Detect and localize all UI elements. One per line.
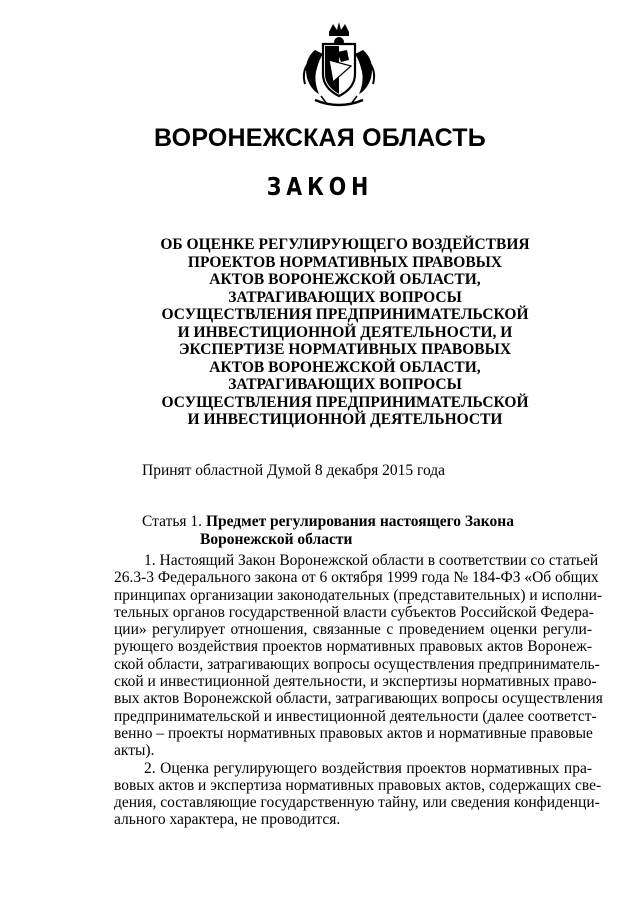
- article-heading-line2: Воронежской области: [200, 530, 353, 548]
- title-line: ПРОЕКТОВ НОРМАТИВНЫХ ПРАВОВЫХ: [187, 253, 503, 271]
- body-line: ской и инвестиционной деятельности, и экспертизы нормативных право-: [114, 673, 597, 691]
- body-line: 2. Оценка регулирующего воздействия проектов нормативных пра-: [144, 759, 592, 777]
- body-line: рующего воздействия проектов нормативных правовых актов Воронеж-: [114, 638, 592, 656]
- law-title: [150, 236, 540, 429]
- title-line: ЗАТРАГИВАЮЩИХ ВОПРОСЫ: [228, 288, 462, 306]
- article-heading-line1: Предмет регулирования настоящего Закона: [205, 513, 514, 530]
- title-line: АКТОВ ВОРОНЕЖСКОЙ ОБЛАСТИ,: [209, 358, 481, 376]
- region-name: ВОРОНЕЖСКАЯ ОБЛАСТЬ: [154, 124, 486, 152]
- title-line: АКТОВ ВОРОНЕЖСКОЙ ОБЛАСТИ,: [209, 271, 481, 288]
- title-line: ЗАТРАГИВАЮЩИХ ВОПРОСЫ: [228, 376, 462, 393]
- title-line: ОБ ОЦЕНКЕ РЕГУЛИРУЮЩЕГО ВОЗДЕЙСТВИЯ: [160, 236, 530, 253]
- article-body: [114, 552, 603, 829]
- body-line: 1. Настоящий Закон Воронежской области в соответствии со статьей: [144, 552, 599, 569]
- body-line: вовых актов и экспертиза нормативных правовых актов, содержащих све-: [114, 776, 602, 794]
- voronezh-coat-of-arms-icon: [293, 20, 385, 112]
- body-line: ции» регулирует отношения, связанные с проведением оценки регули-: [114, 621, 592, 639]
- article-number: Статья 1.: [142, 513, 203, 530]
- body-line: дения, составляющие государственную тайну, или сведения конфиденци-: [114, 794, 600, 812]
- title-line: ОСУЩЕСТВЛЕНИЯ ПРЕДПРИНИМАТЕЛЬСКОЙ: [161, 306, 529, 323]
- document-type: ЗАКОН: [266, 172, 374, 201]
- body-line: предпринимательской и инвестиционной деятельности (далее соответст-: [114, 707, 597, 725]
- title-line: ЭКСПЕРТИЗЕ НОРМАТИВНЫХ ПРАВОВЫХ: [178, 341, 512, 358]
- body-line: тельных органов государственной власти субъектов Российской Федера-: [114, 603, 594, 621]
- title-line: И ИНВЕСТИЦИОННОЙ ДЕЯТЕЛЬНОСТИ: [187, 411, 503, 428]
- adoption-date: Принят областной Думой 8 декабря 2015 года: [142, 462, 446, 479]
- body-line: 26.3-3 Федерального закона от 6 октября 1999 года № 184-ФЗ «Об общих: [114, 569, 599, 587]
- body-line: венно – проекты нормативных правовых актов и нормативные правовые: [114, 724, 593, 742]
- body-line: акты).: [114, 742, 155, 760]
- body-line: вых актов Воронежской области, затрагивающих вопросы осуществления: [114, 690, 603, 708]
- body-line: принципах организации законодательных (представительных) и исполни-: [114, 586, 603, 604]
- body-line: ской области, затрагивающих вопросы осуществления предприниматель-: [114, 655, 600, 673]
- body-line: ального характера, не проводится.: [114, 811, 341, 829]
- title-line: И ИНВЕСТИЦИОННОЙ ДЕЯТЕЛЬНОСТИ, И: [177, 323, 513, 341]
- article-heading: [142, 513, 514, 548]
- title-line: ОСУЩЕСТВЛЕНИЯ ПРЕДПРИНИМАТЕЛЬСКОЙ: [161, 393, 529, 411]
